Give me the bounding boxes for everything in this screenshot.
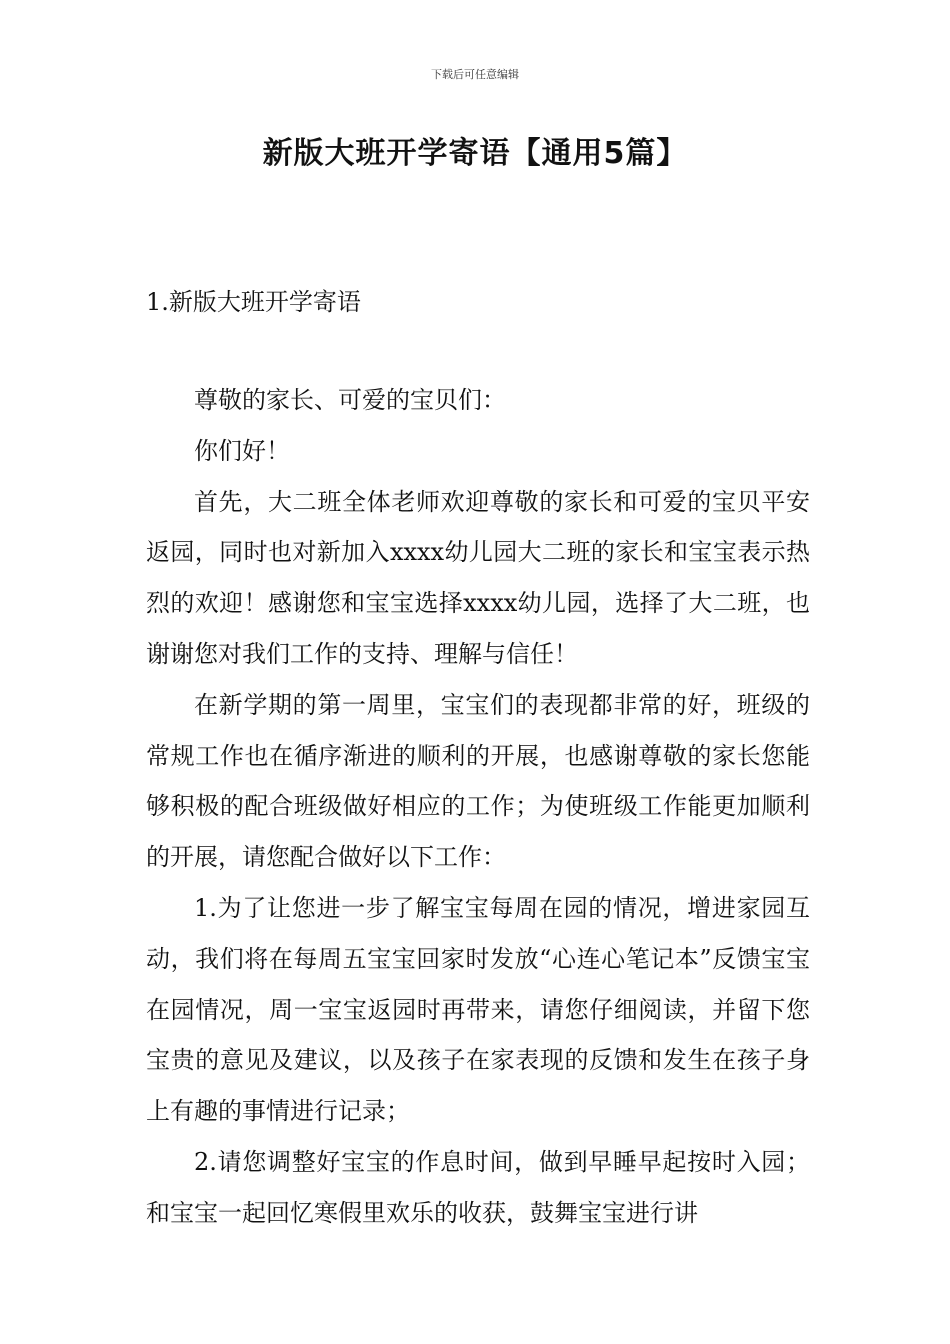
paragraph-item-1: 1.为了让您进一步了解宝宝每周在园的情况，增进家园互动，我们将在每周五宝宝回家时发放“心连心笔记本”反馈宝宝在园情况，周一宝宝返园时再带来，请您仔细阅读，并留下您宝贵的意见及建议，以及孩子在家表现的反馈和发生在孩子身上有趣的事情进行记录； <box>146 893 810 1126</box>
document-title: 新版大班开学寄语【通用5篇】 <box>262 136 688 171</box>
paragraph-welcome: 首先，大二班全体老师欢迎尊敬的家长和可爱的宝贝平安返园，同时也对新加入xxxx幼儿园大二班的家长和宝宝表示热烈的欢迎！感谢您和宝宝选择xxxx幼儿园，选择了大二班，也谢谢您对我们工作的支持、理解与信任！ <box>146 487 810 668</box>
paragraph-greeting: 尊敬的家长、可爱的宝贝们： <box>194 386 506 414</box>
header-note: 下载后可任意编辑 <box>431 68 519 81</box>
paragraph-first-week: 在新学期的第一周里，宝宝们的表现都非常的好，班级的常规工作也在循序渐进的顺利的开展，也感谢尊敬的家长您能够积极的配合班级做好相应的工作；为使班级工作能更加顺利的开展，请您配合做好以下工作： <box>146 690 810 872</box>
paragraph-item-2: 2.请您调整好宝宝的作息时间，做到早睡早起按时入园；和宝宝一起回忆寒假里欢乐的收获，鼓舞宝宝进行讲 <box>146 1147 810 1227</box>
section-heading: 1.新版大班开学寄语 <box>146 288 361 316</box>
document-body <box>146 375 810 1239</box>
paragraph-hello: 你们好！ <box>194 436 290 465</box>
